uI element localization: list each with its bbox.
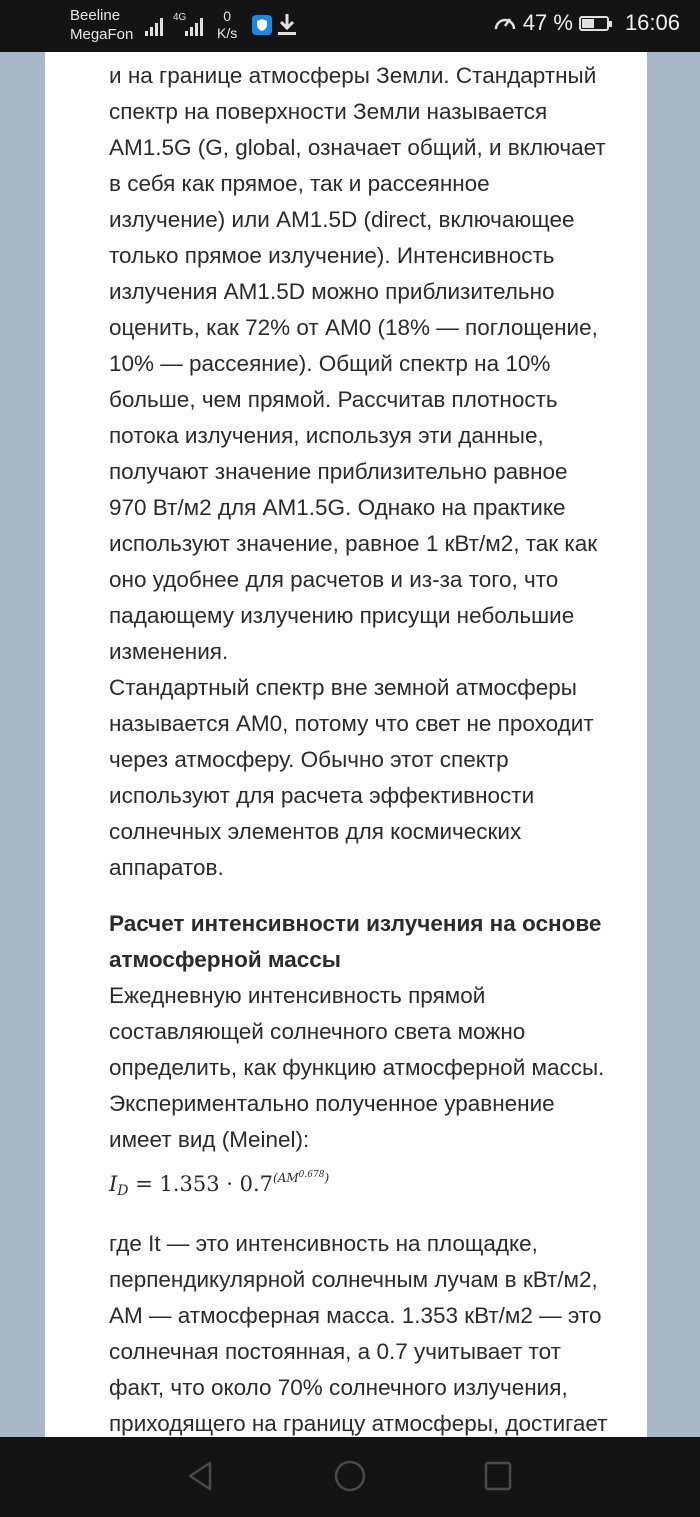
navigation-bar (0, 1437, 700, 1517)
paragraph-3 (109, 978, 629, 1158)
back-button[interactable] (184, 1459, 216, 1498)
text-line: имеет вид (Meinel): (109, 1127, 310, 1152)
formula-exponent-base: (AM (273, 1171, 299, 1185)
text-line: составляющей солнечного света можно (109, 1019, 526, 1044)
text-line: факт, что около 70% солнечного излучения, (109, 1375, 568, 1400)
speedometer-icon (493, 12, 517, 34)
text-line: через атмосферу. Обычно этот спектр (109, 747, 509, 772)
text-line: только прямое излучение). Интенсивность (109, 243, 555, 268)
paragraph-2 (109, 670, 629, 886)
network-speed (217, 8, 237, 42)
text-line: Экспериментально полученное уравнение (109, 1091, 555, 1116)
text-line: AM — атмосферная масса. 1.353 кВт/м2 — это (109, 1303, 602, 1328)
text-line: Ежедневную интенсивность прямой (109, 983, 486, 1008)
text-line: называется AM0, потому что свет не проходит (109, 711, 594, 736)
back-triangle-icon (184, 1459, 216, 1493)
heading-line: атмосферной массы (109, 947, 342, 972)
text-line: излучения AM1.5D можно приблизительно (109, 279, 555, 304)
text-line: 970 Вт/м2 для AM1.5G. Однако на практике (109, 495, 566, 520)
status-bar (0, 0, 700, 52)
text-line: AM1.5G (G, global, означает общий, и включает (109, 135, 606, 160)
text-line: солнечная постоянная, а 0.7 учитывает тот (109, 1339, 561, 1364)
right-status-group (493, 10, 680, 36)
download-icon (276, 12, 298, 43)
formula-exponent (273, 1171, 329, 1185)
text-line: Стандартный спектр вне земной атмосферы (109, 675, 577, 700)
network-type: 4G (173, 12, 187, 23)
formula-exponent-close: ) (324, 1171, 330, 1185)
text-line: аппаратов. (109, 855, 224, 880)
text-line: изменения. (109, 639, 229, 664)
text-line: излучение) или AM1.5D (direct, включающее (109, 207, 575, 232)
battery-icon (579, 16, 609, 31)
text-line: используют для расчета эффективности (109, 783, 535, 808)
article-card (45, 52, 647, 1437)
text-line: падающему излучению присущи небольшие (109, 603, 575, 628)
home-button[interactable] (333, 1459, 367, 1498)
text-line: и на границе атмосферы Земли. Стандартный (109, 63, 597, 88)
paragraph-1 (109, 58, 629, 670)
text-line: перпендикулярной солнечным лучам в кВт/м2, (109, 1267, 598, 1292)
formula-lhs-symbol: I (109, 1172, 118, 1196)
heading-line: Расчет интенсивности излучения на основе (109, 911, 602, 936)
formula-lhs-subscript: D (117, 1183, 129, 1199)
text-line: приходящего на границу атмосферы, достигает (109, 1411, 608, 1436)
text-line: больше, чем прямой. Рассчитав плотность (109, 387, 558, 412)
recents-square-icon (483, 1459, 513, 1493)
text-line: получают значение приблизительно равное (109, 459, 568, 484)
home-circle-icon (333, 1459, 367, 1493)
speed-unit: K/s (217, 25, 238, 41)
signal-strength-icon-2 (185, 14, 203, 36)
signal-strength-icon (145, 14, 163, 36)
text-line: где It — это интенсивность на площадке, (109, 1231, 538, 1256)
text-line: солнечных элементов для космических (109, 819, 522, 844)
speed-value: 0 (223, 8, 232, 24)
recents-button[interactable] (483, 1459, 513, 1498)
formula-rhs: = 1.353 · 0.7 (135, 1172, 274, 1196)
text-line: определить, как функцию атмосферной массы. (109, 1055, 605, 1080)
text-line: 10% — рассеяние). Общий спектр на 10% (109, 351, 551, 376)
text-line: оно удобнее для расчетов и из-за того, что (109, 567, 559, 592)
battery-percent: 47 % (522, 10, 573, 35)
text-line: потока излучения, используя эти данные, (109, 423, 544, 448)
carrier-1: Beeline (70, 7, 121, 24)
text-line: оценить, как 72% от AM0 (18% — поглощение, (109, 315, 598, 340)
formula-exponent-power: 0.678 (298, 1170, 325, 1180)
section-heading (109, 906, 629, 978)
intensity-formula (109, 1158, 629, 1208)
clock: 16:06 (624, 10, 680, 35)
text-line: используют значение, равное 1 кВт/м2, так как (109, 531, 598, 556)
shield-icon (252, 15, 272, 35)
carrier-labels (70, 6, 133, 44)
article-content (109, 58, 629, 1478)
carrier-2: MegaFon (70, 26, 134, 43)
text-line: спектр на поверхности Земли называется (109, 99, 548, 124)
text-line: в себя как прямое, так и рассеянное (109, 171, 490, 196)
